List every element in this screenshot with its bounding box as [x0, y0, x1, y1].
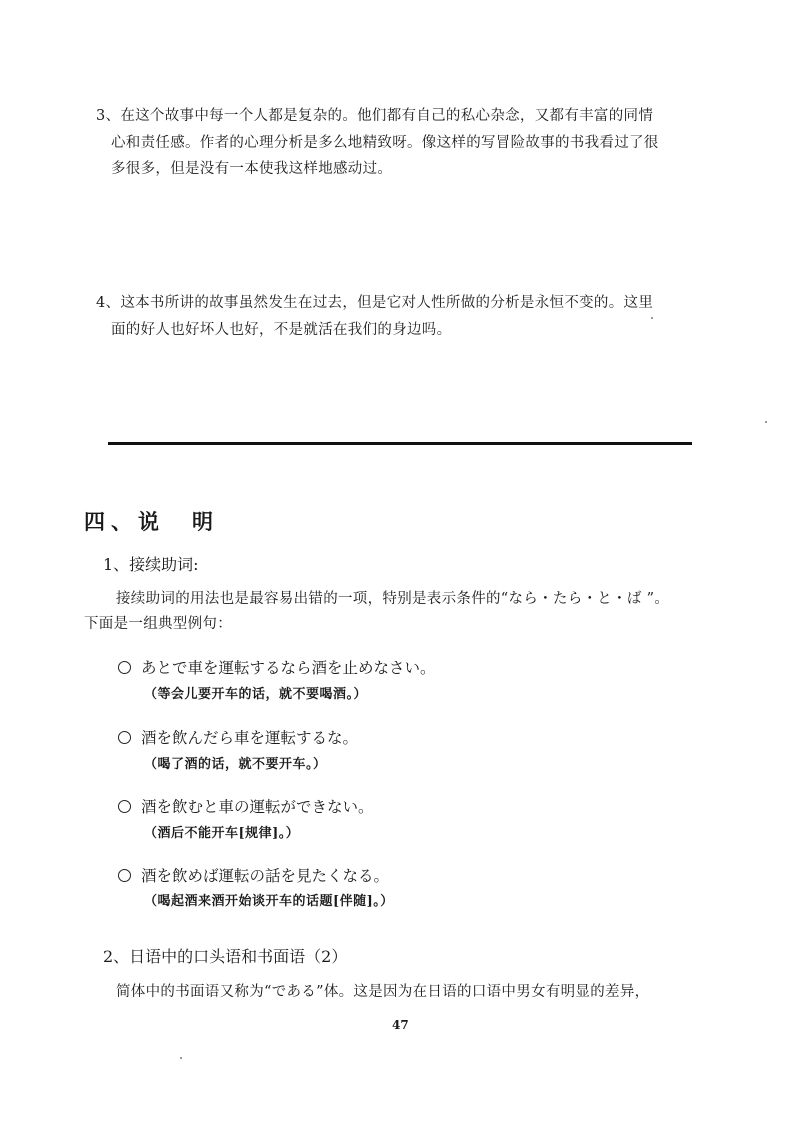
subsection-2-title: 2、日语中的口头语和书面语（2）: [103, 947, 348, 966]
example-3-japanese: 酒を飲むと車の運転ができない。: [118, 795, 374, 817]
scan-speck: [651, 317, 653, 319]
section-title: 四、说 明: [84, 509, 219, 534]
example-2-japanese: 酒を飲んだら車を運転するな。: [118, 726, 358, 748]
example-4-chinese: （喝起酒来酒开始谈开车的话题[伴随]。）: [144, 894, 394, 909]
item-3-line-2: 心和责任感。作者的心理分析是多么地精致呀。像这样的写冒险故事的书我看过了很: [111, 135, 659, 151]
item-4-line-2: 面的好人也好坏人也好，不是就活在我们的身边吗。: [111, 322, 452, 338]
subsection-2-intro: 简体中的书面语又称为“である”体。这是因为在日语的口语中男女有明显的差异，: [116, 984, 650, 1000]
example-1-japanese: あとで車を運転するなら酒を止めなさい。: [118, 656, 436, 678]
example-1-chinese: （等会儿要开车的话，就不要喝酒。）: [144, 687, 368, 702]
item-3-line-1: 3、在这个故事中每一个人都是复杂的。他们都有自己的私心杂念，又都有丰富的同情: [96, 108, 654, 124]
example-2-chinese: （喝了酒的话，就不要开车。）: [144, 757, 327, 772]
subsection-1-intro-line-1: 接续助词的用法也是最容易出错的一项，特别是表示条件的“なら・たら・と・ば ”。: [116, 591, 670, 607]
bullet-circle-icon: [118, 869, 131, 882]
subsection-1-title: 1、接续助词:: [103, 555, 199, 574]
page-number: 47: [392, 1018, 409, 1032]
example-4-japanese: 酒を飲めば運転の話を見たくなる。: [118, 864, 389, 886]
bullet-circle-icon: [118, 731, 131, 744]
item-3-line-3: 多很多，但是没有一本使我这样地感动过。: [111, 161, 393, 177]
section-divider: [108, 442, 692, 445]
example-3-chinese: （酒后不能开车[规律]。）: [144, 826, 300, 841]
item-4-line-1: 4、这本书所讲的故事虽然发生在过去，但是它对人性所做的分析是永恒不变的。这里: [96, 295, 654, 311]
subsection-1-intro-line-2: 下面是一组典型例句：: [84, 616, 232, 632]
bullet-circle-icon: [118, 800, 131, 813]
scan-speck: [180, 1057, 182, 1059]
scan-speck: [765, 421, 767, 423]
bullet-circle-icon: [118, 661, 131, 674]
